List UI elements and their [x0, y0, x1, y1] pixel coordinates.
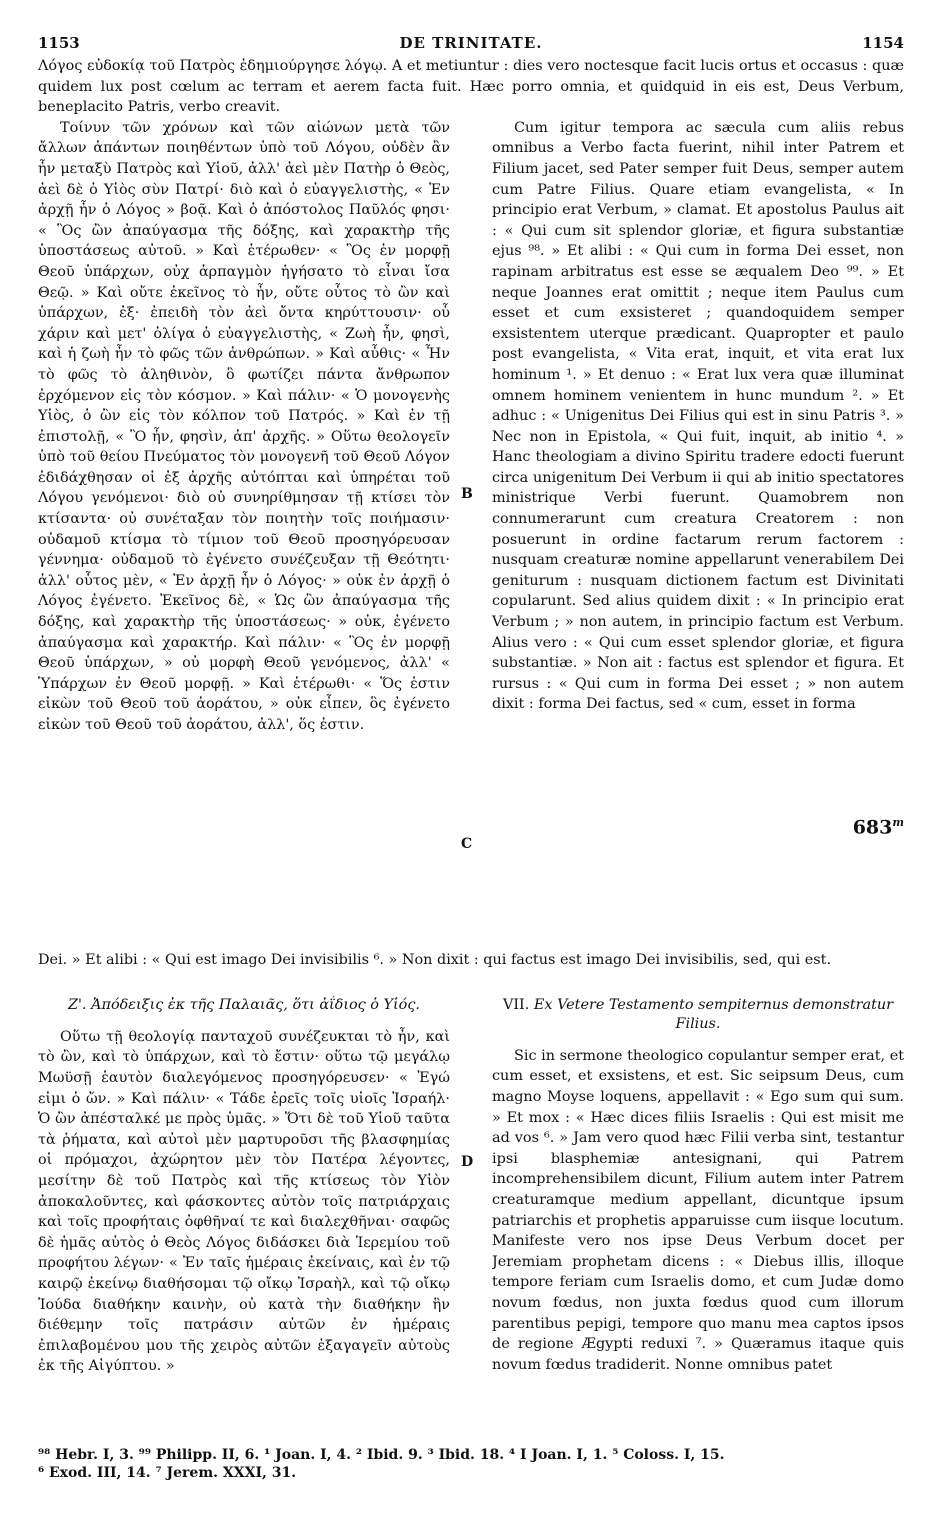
footnote-line-2: ⁶ Exod. III, 14. ⁷ Jerem. XXXI, 31. — [38, 1465, 297, 1481]
latin-paragraph-1: Cum igitur tempora ac sæcula cum aliis rebus omnibus a Verbo facta fuerint, nihil inter Patrem et Filium jacet, sed Pater semper fuit Deus, semper autem cum Patre Filius. Quare etiam evangelista, « In principio erat Verbum, » clamat. Et apostolus Paulus ait : « Qui cum sit splendor gloriæ, et figura substantiæ ejus ⁹⁸. » Et alibi : « Qui cum in forma Dei esset, non rapinam arbitratus est esse se æqualem Deo ⁹⁹. » Et neque Joannes erat omittit ; neque item Paulus cum esset et cum exsisteret ; quandoquidem semper exsistentem uterque prædicant. Quapropter et paulo post evangelista, « Vita erat, inquit, et vita erat lux hominum ¹. » Et denuo : « Erat lux vera quæ illuminat omnem hominem venientem in hunc mundum ². » Et adhuc : « Unigenitus Dei Filius qui est in sinu Patris ³. » Nec non in Epistola, « Qui fuit, inquit, ab initio ⁴. » Hanc theologiam a divino Spiritu tradere edocti fuerunt circa unigenitum Dei Verbum ii qui ab initio spectatores ministrique Verbi fuerunt. Quamobrem non connumerarunt cum creatura Creatorem : non posuerunt in ordine factarum rerum factorem : nusquam creaturæ nomine appellarunt venerabilem Dei geniturum : nusquam dictionem factum est Divinitati copularunt. Sed alius quidem dixit : « In principio erat Verbum ; » non autem, in principio factum est Verbum. Alius vero : « Qui cum esset splendor gloriæ, et figura substantiæ. » Non ait : factus est splendor et figura. Et rursus : « Qui cum in forma Dei esset ; » non autem dixit : forma Dei factus, sed « cum, esset in forma — [492, 119, 904, 713]
greek-paragraph-2: Οὕτω τῇ θεολογίᾳ πανταχοῦ συνέζευκται τὸ ἦν, καὶ τὸ ὢν, καὶ τὸ ὑπάρχων, καὶ τὸ ἔστιν· οὕτω τῷ μεγάλῳ Μωϋσῇ ἑαυτὸν διαλεγόμενος προσηγόρευσεν· « Ἐγώ εἰμι ὁ ὤν. » Καὶ πάλιν· « Τάδε ἐρεῖς τοῖς υἱοῖς Ἰσραήλ· Ὁ ὢν ἀπέσταλκέ με πρὸς ὑμᾶς. » Ὅτι δὲ τοῦ Υἱοῦ ταῦτα τὰ ῥήματα, καὶ αὐτοὶ μὲν μαρτυροῦσι τῆς βλασφημίας οἱ πρόμαχοι, ἀχώρητον μὲν τὸν Πατέρα λέγοντες, μεσίτην δὲ τοῦ Πατρὸς καὶ τῆς κτίσεως τὸν Υἱὸν ἀποκαλοῦντες, καὶ φάσκοντες αὐτὸν τοῖς πατριάρχαις καὶ τοῖς προφήταις ὀφθῆναί τε καὶ διαλεχθῆναι· σαφῶς δὲ ἡμᾶς αὐτὸς ὁ Θεὸς Λόγος διδάσκει διὰ Ἱερεμίου τοῦ προφήτου λέγων· « Ἐν ταῖς ἡμέραις ἐκείναις, καὶ ἐν τῷ καιρῷ ἐκείνῳ διαθήσομαι τῷ οἴκῳ Ἰσραὴλ, καὶ τῷ οἴκῳ Ἰούδα διαθήκην καινὴν, οὐ κατὰ τὴν διαθήκην ἣν διέθεμην τοῖς πατράσιν αὐτῶν ἐν ἡμέραις ἐπιλαβομένου μου τῆς χειρὸς αὐτῶν ἐξαγαγεῖν αὐτοὺς ἐκ τῆς Αἰγύπτου. » — [38, 1028, 450, 1375]
margin-mark-d: D — [461, 1153, 474, 1170]
two-column-body — [38, 118, 904, 1375]
page — [38, 34, 904, 1481]
latin-section-title — [492, 996, 904, 1034]
greek-column-2 — [38, 996, 450, 1377]
column-number-value: 683 — [852, 816, 893, 839]
margin-mark-b: B — [461, 485, 473, 502]
column-number-suffix: m — [892, 815, 904, 829]
greek-paragraph-1: Τοίνυν τῶν χρόνων καὶ τῶν αἰώνων μετὰ τῶν ἄλλων ἁπάντων ποιηθέντων ὑπὸ τοῦ Λόγου, οὐδὲν ἂν ἦν μεταξὺ Πατρὸς καὶ Υἱοῦ, ἀλλ' ἀεὶ μὲν Πατὴρ ὁ Θεὸς, ἀεὶ δὲ ὁ Υἱὸς σὺν Πατρί· διὸ καὶ ὁ εὐαγγελιστὴς, « Ἐν ἀρχῇ ἦν ὁ Λόγος » βοᾷ. Καὶ ὁ ἀπόστολος Παῦλός φησι· « Ὃς ὢν ἀπαύγασμα τῆς δόξης, καὶ χαρακτὴρ τῆς ὑποστάσεως αὐτοῦ. » Καὶ ἑτέρωθεν· « Ὃς ἐν μορφῇ Θεοῦ ὑπάρχων, οὐχ ἁρπαγμὸν ἡγήσατο τὸ εἶναι ἴσα Θεῷ. » Καὶ οὔτε ἐκεῖνος τὸ ἦν, οὔτε οὗτος τὸ ὢν καὶ ὑπάρχων, ἐξ· ἐπειδὴ τὸν ἀεὶ ὄντα κηρύττουσιν· οὗ χάριν καὶ μετ' ὀλίγα ὁ εὐαγγελιστὴς, « Ζωὴ ἦν, φησὶ, καὶ ἡ ζωὴ ἦν τὸ φῶς τῶν ἀνθρώπων. » Καὶ αὖθις· « Ἦν τὸ φῶς τὸ ἀληθινὸν, ὃ φωτίζει πάντα ἄνθρωπον ἐρχόμενον εἰς τὸν κόσμον. » Καὶ πάλιν· « Ὁ μονογενὴς Υἱὸς, ὁ ὢν εἰς τὸν κόλπον τοῦ Πατρός. » Καὶ ἐν τῇ ἐπιστολῇ, « Ὃ ἦν, φησὶν, ἀπ' ἀρχῆς. » Οὕτω θεολογεῖν ὑπὸ τοῦ θείου Πνεύματος τὸν μονογενῆ τοῦ Θεοῦ Λόγον ἐδιδάχθησαν οἱ ἐξ ἀρχῆς αὐτόπται καὶ ὑπηρέται τοῦ Λόγου γενόμενοι· διὸ οὐ συνηρίθμησαν τῇ κτίσει τὸν κτίσαντα· οὐ συνέταξαν τὸν ποιητὴν τοῖς ποιήμασιν· οὐδαμοῦ κτίσμα τὸ τίμιον τοῦ Θεοῦ προσηγόρευσαν γέννημα· οὐδαμοῦ τὸ ἐγένετο συνέζευξαν τῇ Θεότητι· ἀλλ' οὗτος μὲν, « Ἐν ἀρχῇ ἦν ὁ Λόγος· » οὐκ ἐν ἀρχῇ ὁ Λόγος ἐγένετο. Ἐκεῖνος δὲ, « Ὡς ὢν ἀπαύγασμα τῆς δόξης, καὶ χαρακτὴρ τῆς ὑποστάσεως· » οὐκ, ἐγένετο ἀπαύγασμα καὶ χαρακτήρ. Καὶ πάλιν· « Ὃς ἐν μορφῇ Θεοῦ ὑπάρχων, » οὐ μορφὴ Θεοῦ γενόμενος, ἀλλ' « Ὑπάρχων ἐν Θεοῦ μορφῇ. » Καὶ ἑτέρωθι· « Ὅς ἐστιν εἰκὼν τοῦ Θεοῦ τοῦ ἀοράτου, » οὐκ εἶπεν, ὃς ἐγένετο εἰκὼν τοῦ Θεοῦ τοῦ ἀοράτου, ἀλλ', ὅς ἐστιν. — [38, 119, 450, 733]
latin-column — [492, 118, 904, 715]
page-number-right: 1154 — [862, 34, 904, 52]
footnotes — [38, 1446, 904, 1482]
greek-section-title: Ζ'. Ἀπόδειξις ἐκ τῆς Παλαιᾶς, ὅτι ἀΐδιος ὁ Υἱός. — [68, 996, 420, 1013]
latin-column-2 — [492, 996, 904, 1376]
latin-paragraph-2: Sic in sermone theologico copulantur semper erat, et cum esset, et exsistens, et est. Sic seipsum Deus, cum magno Moyse loquens, appellavit : « Ego sum qui sum. » Et mox : « Hæc dices filiis Israelis : Qui est misit me ad vos ⁶. » Jam vero quod hæc Filii verba sint, testantur ipsi blasphemiæ antesignani, qui Patrem incomprehensibilem dicunt, Filium autem inter Patrem creaturamque medium appellant, dicuntque ipsum patriarchis et prophetis apparuisse cum iisque locutum. Manifeste vero nos ipse Deus Verbum docet per Jeremiam prophetam dicens : « Diebus illis, illoque tempore feriam cum Israelis domo, et cum Judæ domo novum fœdus, non juxta fœdus quod cum illorum parentibus pepigi, tempore quo manu mea captos ipsos de regione Ægypti reduxi ⁷. » Quæramus itaque quis novum fœdus tradiderit. Nonne omnibus patet — [492, 1047, 904, 1373]
running-header — [38, 34, 904, 56]
bridge-line: Dei. » Et alibi : « Qui est imago Dei invisibilis ⁶. » Non dixit : qui factus est imago Dei invisibilis, sed, qui est. — [38, 951, 832, 968]
margin-mark-c: C — [461, 835, 473, 852]
greek-column — [38, 118, 450, 736]
latin-section-number: VII. — [502, 996, 530, 1013]
intro-paragraph: Λόγος εὐδοκίᾳ τοῦ Πατρὸς ἐδημιούργησε λόγῳ. A et metiuntur : dies vero noctesque facit lucis ortus et occasus : quæ quidem lux post cœlum ac terram et aerem facta fuit. Hæc porro omnia, et quidquid in eis est, Deus Verbum, beneplacito Patris, verbo creavit. — [38, 58, 904, 116]
column-number — [853, 816, 904, 838]
running-title: DE TRINITATE. — [399, 34, 543, 52]
page-number-left: 1153 — [38, 34, 80, 52]
latin-section-title-text: Ex Vetere Testamento sempiternus demonstratur Filius. — [533, 996, 894, 1032]
footnote-line-1: ⁹⁸ Hebr. I, 3. ⁹⁹ Philipp. II, 6. ¹ Joan. I, 4. ² Ibid. 9. ³ Ibid. 18. ⁴ I Joan. I, 1. ⁵ Coloss. I, 15. — [38, 1447, 725, 1463]
